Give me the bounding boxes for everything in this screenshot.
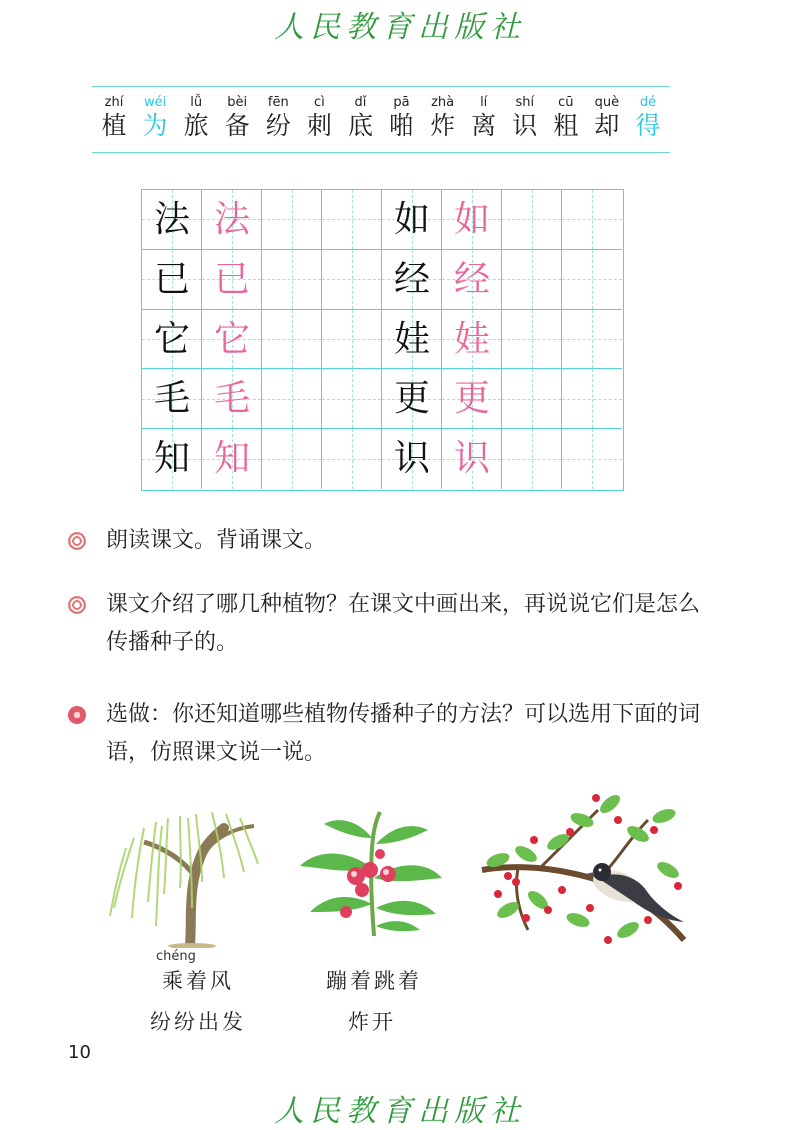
- grid-cell: [262, 310, 322, 370]
- model-character: 毛: [153, 378, 190, 420]
- model-character: 法: [153, 199, 190, 240]
- vocab-pinyin: dé: [639, 95, 657, 110]
- vocab-item: [338, 95, 382, 141]
- vocab-pinyin: lí: [480, 95, 488, 110]
- trace-character: 它: [213, 318, 250, 360]
- trace-character: 毛: [213, 378, 250, 420]
- grid-cell: [262, 250, 322, 310]
- willow-caption-line2: 纷纷出发: [150, 1010, 246, 1034]
- exercise-1: [68, 522, 708, 560]
- ring-bullet-icon: [68, 532, 86, 550]
- grid-cell: [262, 190, 322, 250]
- balsam-caption-line2: 炸开: [348, 1010, 396, 1034]
- vocab-hanzi: 离: [471, 111, 497, 140]
- vocab-hanzi: 备: [224, 111, 250, 140]
- vocab-hanzi: 却: [594, 111, 620, 140]
- vocab-hanzi: 炸: [430, 111, 456, 140]
- model-character: 知: [153, 438, 190, 480]
- vocab-pinyin: lǚ: [190, 95, 203, 110]
- vocab-item: [256, 95, 300, 141]
- vocab-item: [421, 95, 465, 141]
- caption-pinyin: chéng: [156, 949, 196, 964]
- model-character: 已: [153, 258, 190, 300]
- vocab-item: [503, 95, 547, 141]
- trace-character: 知: [213, 438, 250, 480]
- vocab-item: [626, 95, 670, 141]
- exercise-2: [68, 586, 708, 662]
- publisher-logo-bottom: 人民教育出版社: [274, 1094, 526, 1129]
- exercise-text: 朗读课文。背诵课文。: [106, 528, 327, 553]
- vocab-item: [215, 95, 259, 141]
- grid-cell: [562, 190, 622, 250]
- vocab-pinyin: fēn: [267, 95, 289, 110]
- exercise-text: 课文介绍了哪几种植物？在课文中画出来，再说说它们是怎么传播种子的。: [106, 592, 701, 655]
- grid-cell: [322, 190, 382, 250]
- vocab-pinyin: wéi: [143, 95, 167, 110]
- vocab-hanzi: 底: [347, 111, 373, 140]
- exercise-3: [68, 696, 708, 772]
- vocab-rule-top: [92, 86, 670, 87]
- grid-cell: [562, 369, 622, 429]
- vocab-pinyin: cì: [313, 95, 325, 110]
- trace-character: 经: [453, 258, 490, 300]
- vocab-item: [174, 95, 218, 141]
- filled-bullet-icon: [68, 706, 86, 724]
- vocab-hanzi: 为: [142, 111, 168, 140]
- trace-character: 更: [453, 378, 490, 420]
- vocab-pinyin: cū: [558, 95, 574, 110]
- grid-cell: [502, 369, 562, 429]
- model-character: 更: [393, 378, 430, 420]
- vocab-pinyin: zhí: [104, 95, 124, 110]
- writing-grid: [141, 189, 624, 491]
- ring-bullet-icon: [68, 596, 86, 614]
- trace-character: 如: [453, 199, 490, 240]
- vocab-pinyin: pā: [393, 95, 410, 110]
- vocab-item: [462, 95, 506, 141]
- vocab-hanzi: 识: [512, 111, 538, 140]
- vocab-pinyin: dǐ: [354, 95, 367, 110]
- grid-cell: [322, 310, 382, 370]
- grid-cell: [562, 310, 622, 370]
- vocab-item: [92, 95, 136, 141]
- grid-cell: [502, 190, 562, 250]
- vocab-pinyin: shí: [515, 95, 535, 110]
- vocab-item: [297, 95, 341, 141]
- vocab-hanzi: 刺: [306, 111, 332, 140]
- model-character: 它: [153, 318, 190, 360]
- vocab-pinyin: zhà: [431, 95, 455, 110]
- grid-cell: [502, 250, 562, 310]
- vocab-item: [544, 95, 588, 141]
- balsam-caption-line1: 蹦着跳着: [326, 969, 422, 993]
- grid-cell: [562, 429, 622, 489]
- publisher-logo-top: 人民教育出版社: [274, 10, 526, 45]
- vocab-row: [92, 95, 670, 149]
- vocab-hanzi: 纷: [265, 111, 291, 140]
- bird-on-berry-branch-illustration: [478, 790, 700, 958]
- vocab-pinyin: bèi: [227, 95, 248, 110]
- model-character: 如: [393, 199, 430, 240]
- trace-character: 识: [453, 438, 490, 480]
- trace-character: 法: [213, 199, 250, 240]
- grid-cell: [562, 250, 622, 310]
- grid-cell: [322, 429, 382, 489]
- grid-cell: [262, 429, 322, 489]
- balsam-plant-illustration: [296, 808, 446, 938]
- exercise-text: 选做：你还知道哪些植物传播种子的方法？可以选用下面的词语，仿照课文说一说。: [106, 702, 701, 765]
- vocab-item: [380, 95, 424, 141]
- vocab-hanzi: 粗: [553, 111, 579, 140]
- page-number: 10: [68, 1042, 91, 1063]
- vocab-pinyin: què: [594, 95, 620, 110]
- vocab-rule-bottom: [92, 152, 670, 153]
- grid-cell: [262, 369, 322, 429]
- model-character: 经: [393, 258, 430, 300]
- vocab-item: [585, 95, 629, 141]
- vocab-hanzi: 得: [635, 111, 661, 140]
- vocab-hanzi: 旅: [183, 111, 209, 140]
- model-character: 识: [393, 438, 430, 480]
- grid-cell: [502, 429, 562, 489]
- model-character: 娃: [393, 318, 430, 360]
- trace-character: 娃: [453, 318, 490, 360]
- willow-tree-illustration: [104, 798, 264, 948]
- willow-caption-line1: 乘着风: [162, 969, 234, 993]
- trace-character: 已: [213, 258, 250, 300]
- grid-cell: [322, 250, 382, 310]
- grid-cell: [322, 369, 382, 429]
- vocab-item: [133, 95, 177, 141]
- vocabulary-band: [92, 86, 670, 154]
- grid-cell: [502, 310, 562, 370]
- vocab-hanzi: 植: [101, 111, 127, 140]
- vocab-hanzi: 啪: [389, 111, 415, 140]
